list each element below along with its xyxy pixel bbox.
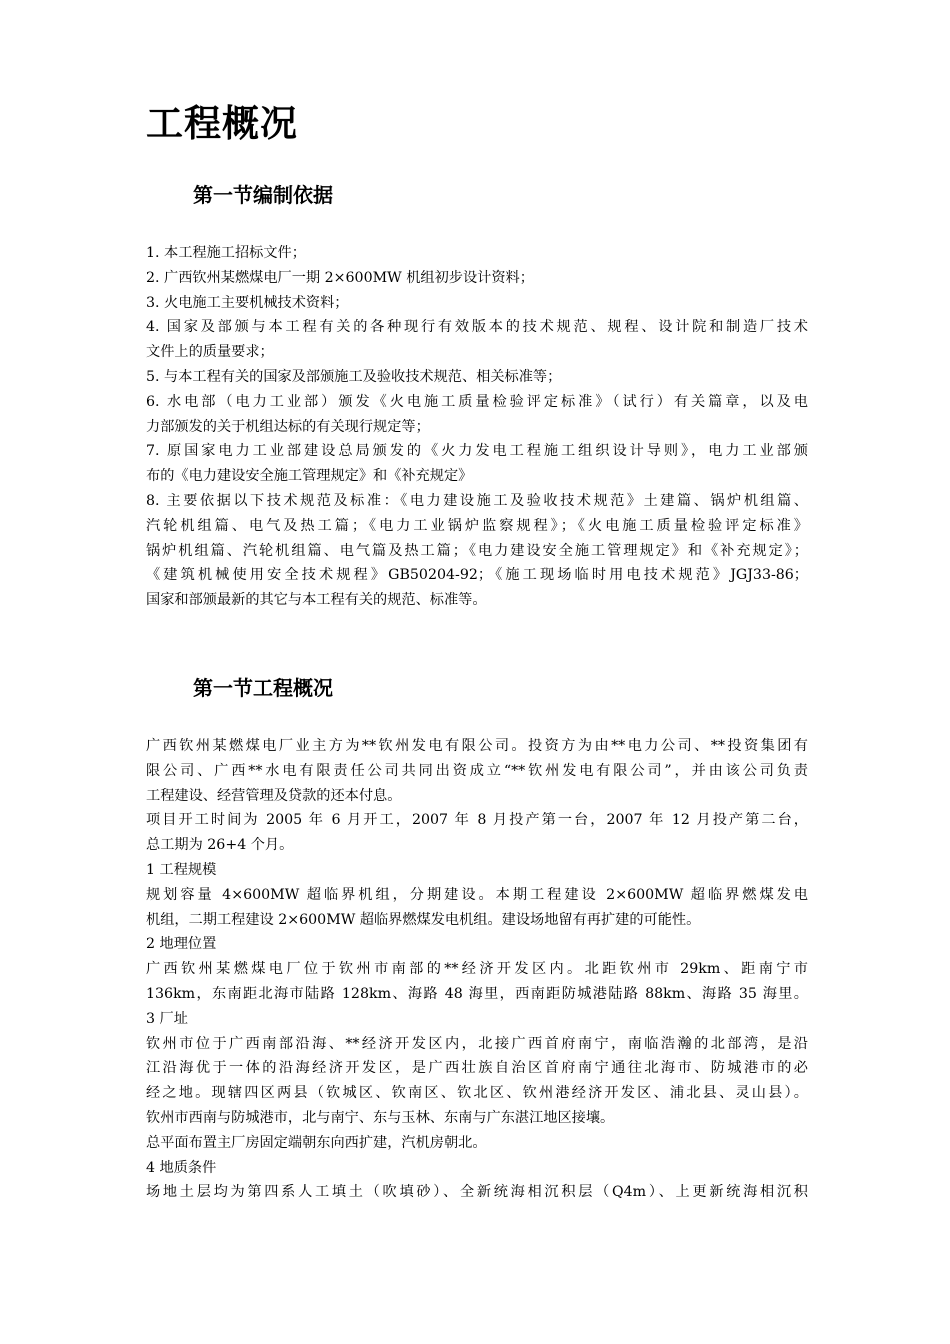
overview-line: 广西钦州某燃煤电厂业主方为**钦州发电有限公司。投资方为由**电力公司、**投资集团有 xyxy=(146,738,808,754)
basis-line: 国家和部颁最新的其它与本工程有关的规范、标准等。 xyxy=(146,592,487,609)
basis-line: 7. 原国家电力工业部建设总局颁发的《火力发电工程施工组织设计导则》，电力工业部颁 xyxy=(146,443,808,460)
overview-line: 项目开工时间为 2005 年 6 月开工，2007 年 8 月投产第一台，2007 年 12 月投产第二台， xyxy=(146,812,808,829)
section-heading-basis: 第一节编制依据 xyxy=(193,183,333,207)
basis-line: 锅炉机组篇、汽轮机组篇、电气篇及热工篇；《电力建设安全施工管理规定》和《补充规定》； xyxy=(146,542,808,559)
section-heading-overview: 第一节工程概况 xyxy=(193,676,333,700)
overview-line: 2 地理位置 xyxy=(146,936,217,953)
overview-line: 场地土层均为第四系人工填土（吹填砂）、全新统海相沉积层（Q4m）、上更新统海相沉积 xyxy=(146,1184,808,1201)
page-title: 工程概况 xyxy=(146,102,298,145)
basis-line: 3. 火电施工主要机械技术资料； xyxy=(146,294,349,311)
overview-line: 总平面布置主厂房固定端朝东向西扩建，汽机房朝北。 xyxy=(146,1134,487,1151)
section-basis-body xyxy=(146,241,808,613)
overview-line: 广西钦州某燃煤电厂位于钦州市南部的**经济开发区内。北距钦州市 29km、距南宁市 xyxy=(146,961,808,978)
overview-line: 工程建设、经营管理及贷款的还本付息。 xyxy=(146,787,402,804)
overview-line: 1 工程规模 xyxy=(146,861,217,878)
basis-line: 2. 广西钦州某燃煤电厂一期 2×600MW 机组初步设计资料； xyxy=(146,269,534,286)
overview-line: 4 地质条件 xyxy=(146,1159,217,1176)
basis-line: 8. 主要依据以下技术规范及标准：《电力建设施工及验收技术规范》土建篇、锅炉机组篇、 xyxy=(146,492,808,509)
basis-line: 文件上的质量要求； xyxy=(146,344,274,361)
basis-line: 《建筑机械使用安全技术规程》GB50204-92；《施工现场临时用电技术规范》JGJ33-86； xyxy=(146,567,808,584)
overview-line: 136km，东南距北海市陆路 128km、海路 48 海里，西南距防城港陆路 88km、海路 35 海里。 xyxy=(146,985,808,1002)
basis-line: 6. 水电部（电力工业部）颁发《火电施工质量检验评定标准》（试行）有关篇章，以及电 xyxy=(146,393,808,410)
overview-line: 江沿海优于一体的沿海经济开发区，是广西壮族自治区首府南宁通往北海市、防城港市的必 xyxy=(146,1060,808,1077)
basis-line: 1. 本工程施工招标文件； xyxy=(146,245,306,261)
overview-line: 规划容量 4×600MW 超临界机组，分期建设。本期工程建设 2×600MW 超临界燃煤发电 xyxy=(146,886,808,903)
overview-line: 钦州市位于广西南部沿海、**经济开发区内，北接广西首府南宁，南临浩瀚的北部湾，是沿 xyxy=(146,1035,808,1052)
overview-line: 经之地。现辖四区两县（钦城区、钦南区、钦北区、钦州港经济开发区、浦北县、灵山县）。 xyxy=(146,1085,808,1102)
section-overview-body xyxy=(146,734,808,1205)
basis-line: 5. 与本工程有关的国家及部颁施工及验收技术规范、相关标准等； xyxy=(146,368,562,385)
basis-line: 汽轮机组篇、电气及热工篇；《电力工业锅炉监察规程》；《火电施工质量检验评定标准》 xyxy=(146,517,808,534)
basis-line: 力部颁发的关于机组达标的有关现行规定等； xyxy=(146,418,430,435)
overview-line: 3 厂址 xyxy=(146,1010,188,1027)
overview-line: 限公司、广西**水电有限责任公司共同出资成立“**钦州发电有限公司”，并由该公司负责 xyxy=(146,762,808,779)
overview-line: 钦州市西南与防城港市，北与南宁、东与玉林、东南与广东湛江地区接壤。 xyxy=(146,1109,615,1126)
basis-line: 4. 国家及部颁与本工程有关的各种现行有效版本的技术规范、规程、设计院和制造厂技术 xyxy=(146,319,808,336)
overview-line: 总工期为 26+4 个月。 xyxy=(146,837,294,854)
basis-line: 布的《电力建设安全施工管理规定》和《补充规定》 xyxy=(146,468,473,485)
overview-line: 机组，二期工程建设 2×600MW 超临界燃煤发电机组。建设场地留有再扩建的可能性。 xyxy=(146,911,701,928)
